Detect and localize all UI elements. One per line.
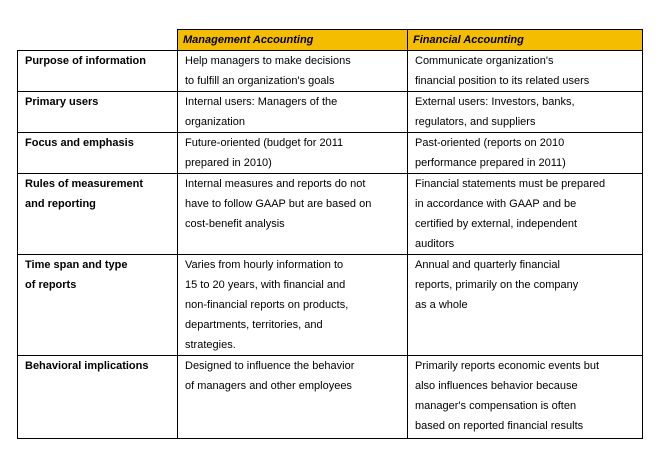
header-corner: [18, 30, 178, 51]
management-cell: Varies from hourly information to 15 to 20 years, with financial and non-financial reports on products, departments, territories, and strategies.: [178, 255, 408, 356]
row-label-primary-users: Primary users: [18, 92, 178, 133]
management-cell: Help managers to make decisions to fulfill an organization's goals: [178, 51, 408, 92]
management-cell: Future-oriented (budget for 2011 prepared in 2010): [178, 133, 408, 174]
financial-cell: Past-oriented (reports on 2010 performance prepared in 2011): [408, 133, 643, 174]
table-row: [18, 174, 643, 255]
comparison-table: [17, 29, 643, 439]
row-label-rules: Rules of measurement and reporting: [18, 174, 178, 255]
financial-cell: Communicate organization's financial position to its related users: [408, 51, 643, 92]
row-label-time-span: Time span and type of reports: [18, 255, 178, 356]
financial-cell: Financial statements must be prepared in accordance with GAAP and be certified by external, independent auditors: [408, 174, 643, 255]
header-row: [18, 30, 643, 51]
table-row: [18, 51, 643, 92]
financial-cell: Annual and quarterly financial reports, primarily on the company as a whole: [408, 255, 643, 356]
table-row: [18, 356, 643, 439]
management-cell: Designed to influence the behavior of managers and other employees: [178, 356, 408, 439]
management-cell: Internal measures and reports do not have to follow GAAP but are based on cost-benefit analysis: [178, 174, 408, 255]
management-cell: Internal users: Managers of the organization: [178, 92, 408, 133]
table-row: [18, 255, 643, 356]
row-label-behavioral: Behavioral implications: [18, 356, 178, 439]
financial-cell: Primarily reports economic events but also influences behavior because manager's compensation is often based on reported financial results: [408, 356, 643, 439]
table-row: [18, 92, 643, 133]
row-label-purpose: Purpose of information: [18, 51, 178, 92]
header-management: Management Accounting: [178, 30, 408, 51]
table-row: [18, 133, 643, 174]
financial-cell: External users: Investors, banks, regulators, and suppliers: [408, 92, 643, 133]
row-label-focus: Focus and emphasis: [18, 133, 178, 174]
header-financial: Financial Accounting: [408, 30, 643, 51]
